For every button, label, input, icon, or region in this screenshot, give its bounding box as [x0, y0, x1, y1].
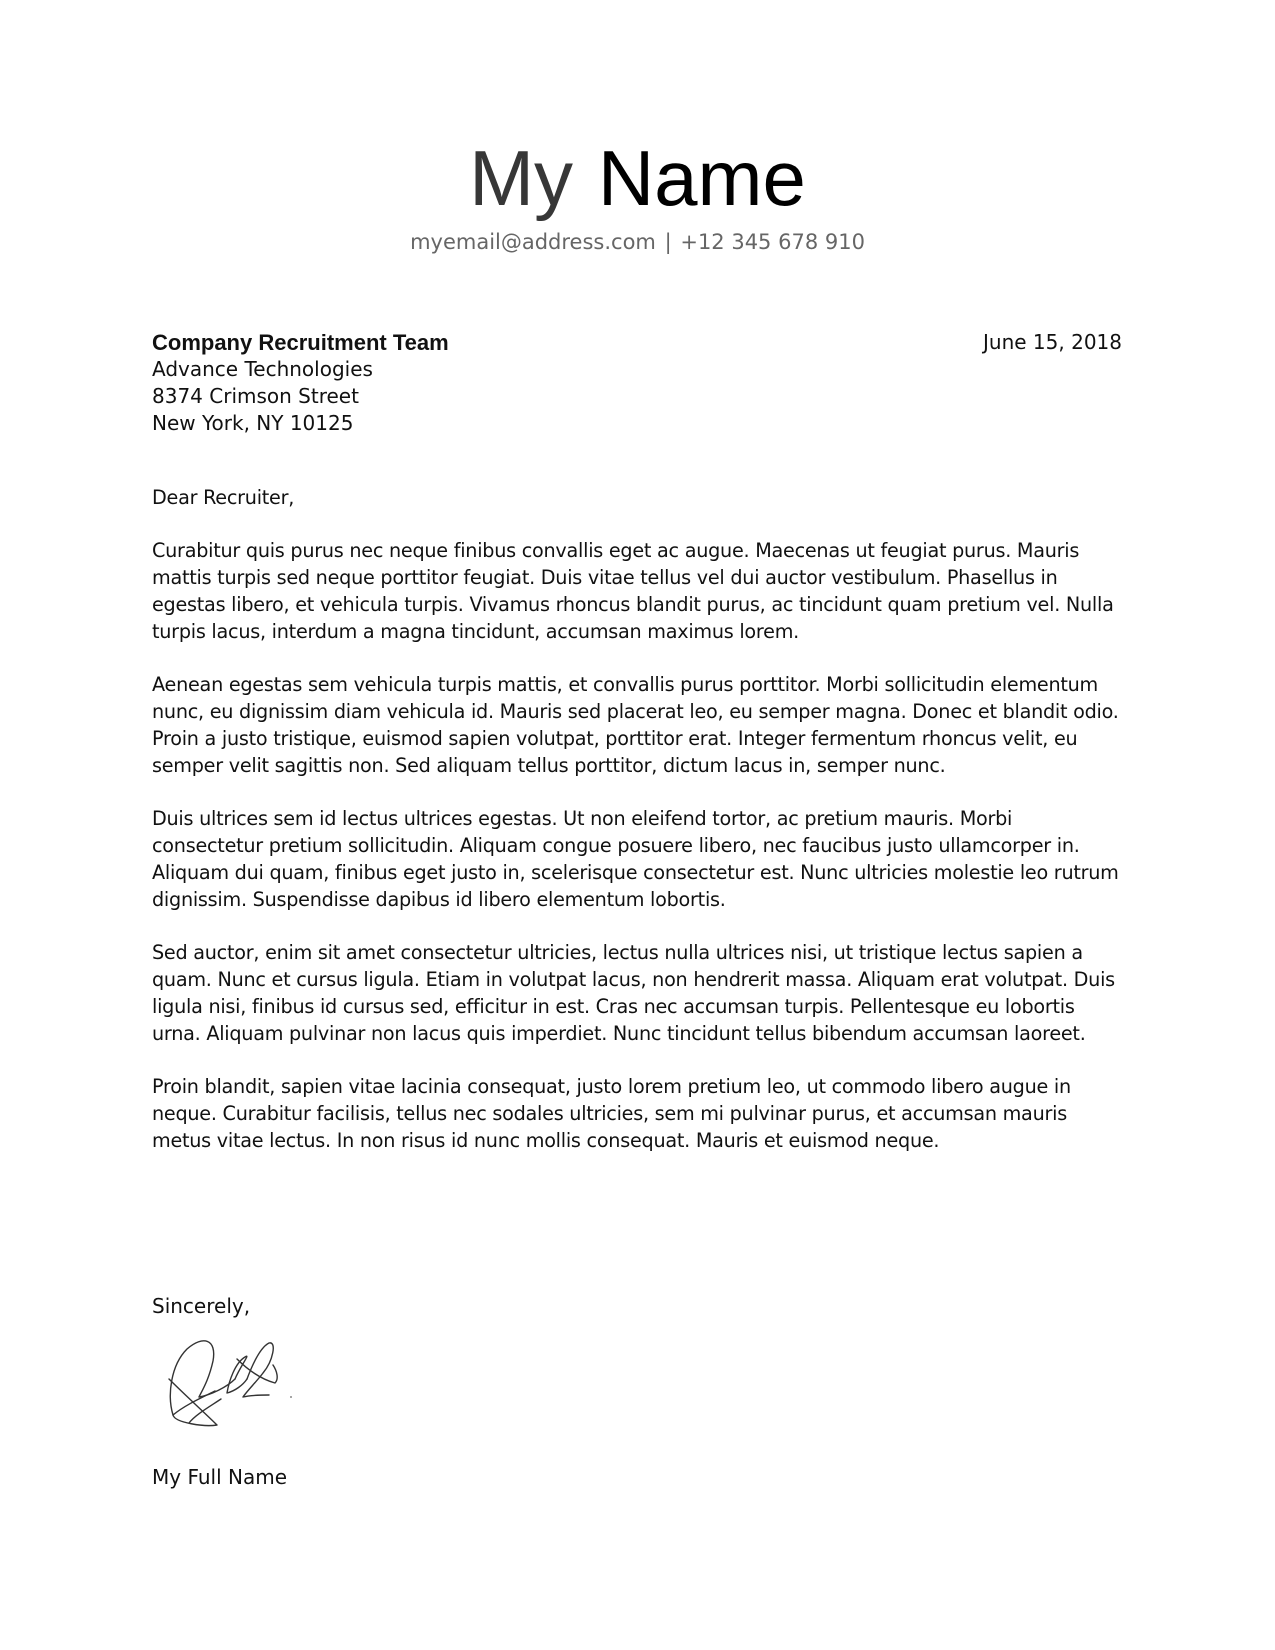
- salutation: Dear Recruiter,: [152, 486, 295, 509]
- recipient-street: 8374 Crimson Street: [152, 384, 359, 408]
- recipient-team: Company Recruitment Team: [152, 330, 449, 355]
- letter-date: June 15, 2018: [983, 330, 1122, 354]
- closing: Sincerely,: [152, 1294, 251, 1318]
- letter-body: [152, 484, 1127, 1180]
- recipient-city: New York, NY 10125: [152, 411, 354, 435]
- body-paragraph: Curabitur quis purus nec neque finibus convallis eget ac augue. Maecenas ut feugiat purus. Mauris mattis turpis sed neque porttitor feugiat. Duis vitae tellus vel dui auctor vestibulum. Phasellus in egestas libero, et vehicula turpis. Vivamus rhoncus blandit purus, ac tincidunt quam pretium vel. Nulla turpis lacus, interdum a magna tincidunt, accumsan maximus lorem.: [152, 539, 1114, 643]
- sender-phone: +12 345 678 910: [680, 230, 865, 254]
- sender-email: myemail@address.com: [410, 230, 656, 254]
- recipient-address: [152, 329, 449, 437]
- signature-icon: [165, 1335, 305, 1435]
- body-paragraph: Proin blandit, sapien vitae lacinia consequat, justo lorem pretium leo, ut commodo libero augue in neque. Curabitur facilisis, tellus nec sodales ultricies, sem mi pulvinar purus, et accumsan mauris metus vitae lectus. In non risus id nunc mollis consequat. Mauris et euismod neque.: [152, 1075, 1071, 1152]
- body-paragraph: Aenean egestas sem vehicula turpis mattis, et convallis purus porttitor. Morbi sollicitudin elementum nunc, eu dignissim diam vehicula id. Mauris sed placerat leo, eu semper magna. Donec et blandit odio. Proin a justo tristique, euismod sapien volutpat, porttitor erat. Integer fermentum rhoncus velit, eu semper velit sagittis non. Sed aliquam tellus porttitor, dictum lacus in, semper nunc.: [152, 673, 1119, 777]
- body-paragraph: Duis ultrices sem id lectus ultrices egestas. Ut non eleifend tortor, ac pretium mauris. Morbi consectetur pretium sollicitudin. Aliquam congue posuere libero, nec faucibus justo ullamcorper in. Aliquam dui quam, finibus eget justo in, scelerisque consectetur est. Nunc ultricies molestie leo rutrum dignissim. Suspendisse dapibus id libero elementum lobortis.: [152, 807, 1119, 911]
- contact-separator: |: [664, 230, 672, 254]
- sender-name: [0, 128, 1275, 229]
- body-paragraph: Sed auctor, enim sit amet consectetur ultricies, lectus nulla ultrices nisi, ut tristique lectus sapien a quam. Nunc et cursus ligula. Etiam in volutpat lacus, non hendrerit massa. Aliquam erat volutpat. Duis ligula nisi, finibus id cursus sed, efficitur in est. Cras nec accumsan turpis. Pellentesque eu lobortis urna. Aliquam pulvinar non lacus quis imperdiet. Nunc tincidunt tellus bibendum accumsan laoreet.: [152, 941, 1115, 1045]
- sender-last-name: Name: [597, 134, 806, 222]
- letterhead: [0, 128, 1275, 255]
- contact-line: [0, 229, 1275, 255]
- sender-first-name: My: [469, 134, 574, 222]
- signer-name: My Full Name: [152, 1465, 288, 1489]
- recipient-company: Advance Technologies: [152, 357, 373, 381]
